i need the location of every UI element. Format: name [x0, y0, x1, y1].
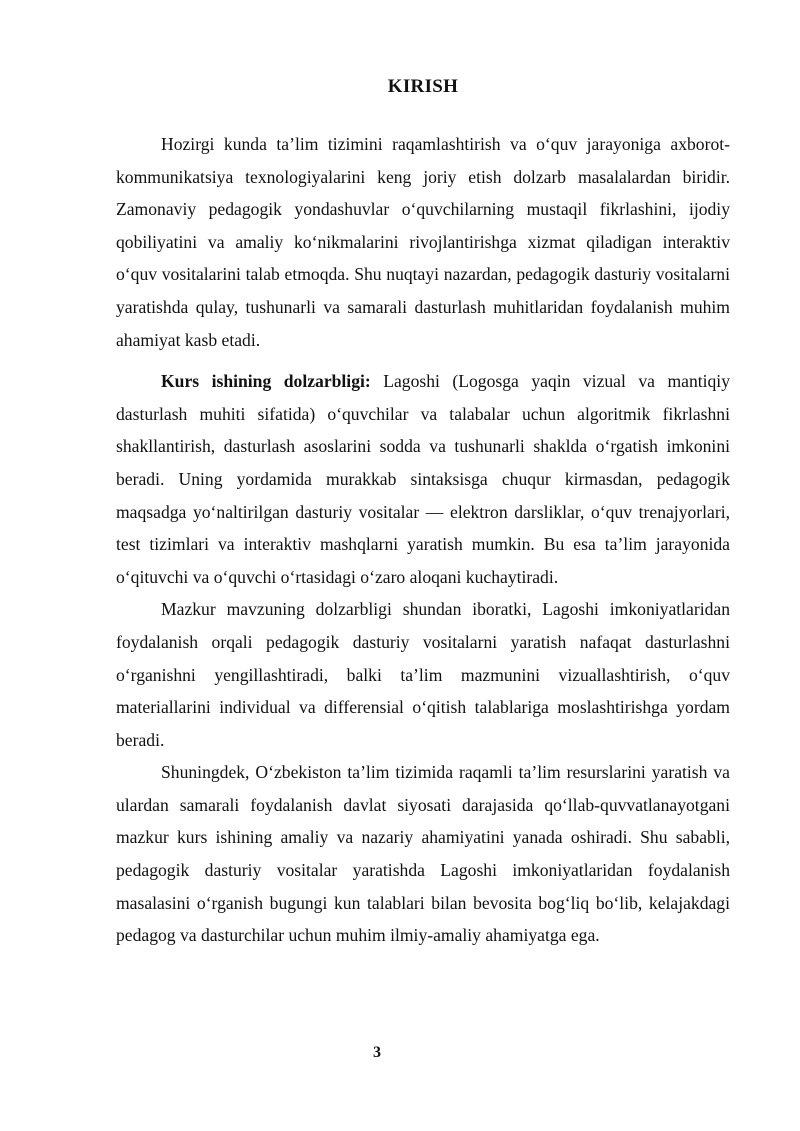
page-number: 3: [373, 1044, 381, 1061]
body-text: [116, 128, 730, 952]
paragraph-significance: [116, 756, 730, 952]
paragraph-relevance: [116, 365, 730, 593]
page-title: KIRISH: [387, 76, 459, 97]
paragraph-text: Lagoshi (Logosga yaqin vizual va mantiqiy dasturlash muhiti sifatida) o‘quvchilar va talabalar uchun algoritmik fikrlashni shakllantirish, dasturlash asoslarini sodda va tushunarli shaklda o‘rgatish imkonini beradi. Uning yordamida murakkab sintaksisga chuqur kirmasdan, pedagogik maqsadga yo‘naltirilgan dasturiy vositalar — elektron darsliklar, o‘quv trenajyorlari, test tizimlari va interaktiv mashqlarni yaratish mumkin. Bu esa ta’lim jarayonida o‘qituvchi va o‘quvchi o‘rtasidagi o‘zaro aloqani kuchaytiradi.: [116, 371, 730, 587]
paragraph-text: Hozirgi kunda ta’lim tizimini raqamlashtirish va o‘quv jarayoniga axborot-kommunikatsiya texnologiyalarini keng joriy etish dolzarb masalalardan biridir. Zamonaviy pedagogik yondashuvlar o‘quvchilarning mustaqil fikrlashini, ijodiy qobiliyatini va amaliy ko‘nikmalarini rivojlantirishga xizmat qiladigan interaktiv o‘quv vositalarini talab etmoqda. Shu nuqtayi nazardan, pedagogik dasturiy vositalarni yaratishda qulay, tushunarli va samarali dasturlash muhitlaridan foydalanish muhim ahamiyat kasb etadi.: [116, 134, 730, 350]
paragraph-intro: [116, 128, 730, 356]
paragraph-text: Shuningdek, O‘zbekiston ta’lim tizimida raqamli ta’lim resurslarini yaratish va ulardan samarali foydalanish davlat siyosati darajasida qo‘llab-quvvatlanayotgani mazkur kurs ishining amaliy va nazariy ahamiyatini yanada oshiradi. Shu sababli, pedagogik dasturiy vositalar yaratishda Lagoshi imkoniyatlaridan foydalanish masalasini o‘rganish bugungi kun talablari bilan bevosita bog‘liq bo‘lib, kelajakdagi pedagog va dasturchilar uchun muhim ilmiy-amaliy ahamiyatga ega.: [116, 762, 730, 946]
paragraph-lead: Kurs ishining dolzarbligi:: [161, 371, 371, 392]
paragraph-text: Mazkur mavzuning dolzarbligi shundan iboratki, Lagoshi imkoniyatlaridan foydalanish orqali pedagogik dasturiy vositalarni yaratish nafaqat dasturlashni o‘rganishni yengillashtiradi, balki ta’lim mazmunini vizuallashtirish, o‘quv materiallarini individual va differensial o‘qitish talablariga moslashtirishga yordam beradi.: [116, 599, 730, 750]
paragraph-topic-relevance: [116, 593, 730, 756]
